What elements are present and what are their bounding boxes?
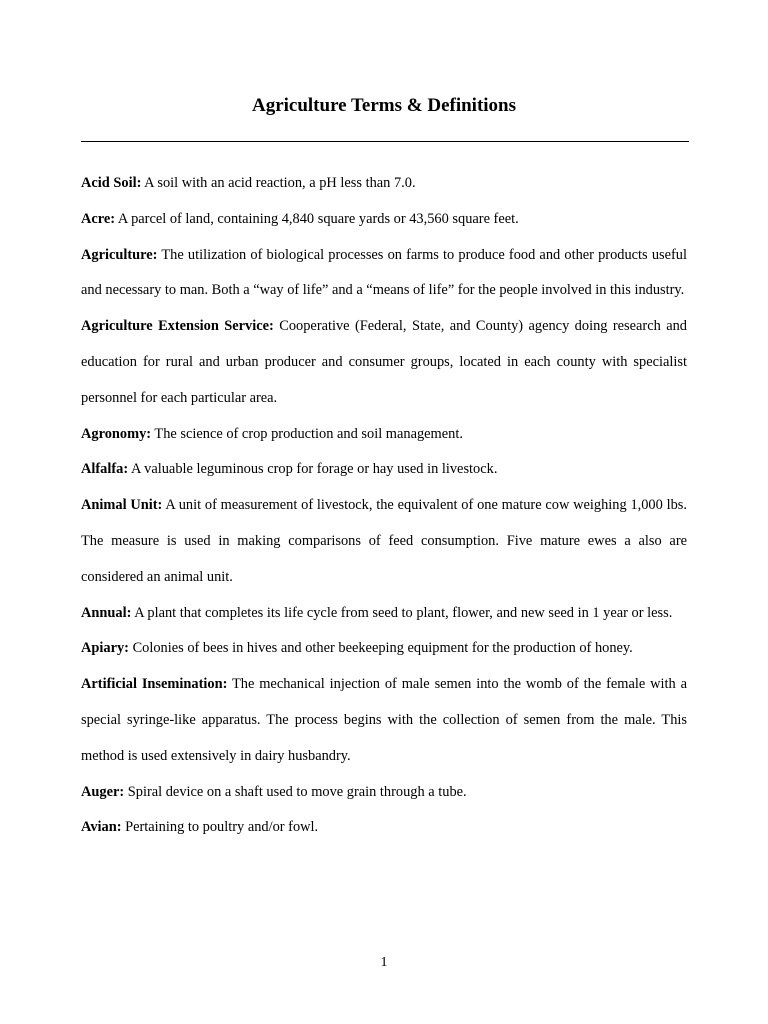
glossary-definition: Colonies of bees in hives and other beekeeping equipment for the production of honey. (128, 640, 633, 657)
glossary-definition: Pertaining to poultry and/or fowl. (121, 819, 319, 836)
glossary-term: Auger: (81, 783, 125, 800)
glossary-term: Alfalfa: (81, 461, 129, 478)
glossary-definition: A unit of measurement of livestock, the equivalent of one mature cow weighing 1,000 lbs. The measure is used in making comparisons of feed consumption. Five mature ewes a also are considered an animal unit. (81, 497, 687, 585)
title-divider (81, 141, 689, 142)
glossary-entry-acid-soil (81, 166, 687, 202)
page-title: Agriculture Terms & Definitions (251, 95, 517, 116)
glossary-definition: A valuable leguminous crop for forage or hay used in livestock. (128, 461, 498, 478)
glossary-definition: The science of crop production and soil management. (151, 425, 463, 442)
glossary-term: Apiary: (81, 640, 129, 657)
glossary-term: Animal Unit: (81, 497, 163, 514)
glossary-entry-avian (81, 810, 687, 846)
glossary-definition: Cooperative (Federal, State, and County) agency doing research and education for rural and urban producer and consumer groups, located in each county with specialist personnel for each particular area. (81, 318, 687, 406)
glossary-definition: Spiral device on a shaft used to move grain through a tube. (124, 783, 467, 800)
glossary-term: Avian: (81, 819, 122, 836)
glossary-term: Acid Soil: (81, 175, 142, 191)
glossary-entry-alfalfa (81, 452, 687, 488)
glossary-term: Acre: (81, 210, 116, 227)
glossary-entry-agronomy (81, 417, 687, 453)
glossary-entry-annual (81, 596, 687, 632)
glossary-entry-apiary (81, 631, 687, 667)
page-number: 1 (380, 955, 388, 970)
glossary-definition: A parcel of land, containing 4,840 square yards or 43,560 square feet. (115, 210, 519, 227)
glossary-definition: A plant that completes its life cycle from seed to plant, flower, and new seed in 1 year or less. (131, 604, 673, 621)
glossary-list (81, 166, 687, 846)
glossary-definition: A soil with an acid reaction, a pH less than 7.0. (141, 175, 416, 191)
glossary-entry-agriculture-extension-service (81, 309, 687, 416)
glossary-entry-artificial-insemination (81, 667, 687, 774)
glossary-definition: The utilization of biological processes on farms to produce food and other products useful and necessary to man. Both a “way of life” and a “means of life” for the people involved in this industry. (81, 246, 687, 299)
glossary-definition: The mechanical injection of male semen into the womb of the female with a special syringe-like apparatus. The process begins with the collection of semen from the male. This method is used extensively in dairy husbandry. (81, 676, 687, 764)
glossary-term: Agronomy: (81, 425, 152, 442)
glossary-term: Agriculture Extension Service: (81, 318, 274, 335)
glossary-entry-acre (81, 202, 687, 238)
glossary-term: Annual: (81, 604, 132, 621)
glossary-entry-agriculture (81, 238, 687, 310)
glossary-term: Artificial Insemination: (81, 676, 228, 693)
glossary-entry-auger (81, 775, 687, 811)
glossary-entry-animal-unit (81, 488, 687, 595)
glossary-term: Agriculture: (81, 246, 158, 263)
